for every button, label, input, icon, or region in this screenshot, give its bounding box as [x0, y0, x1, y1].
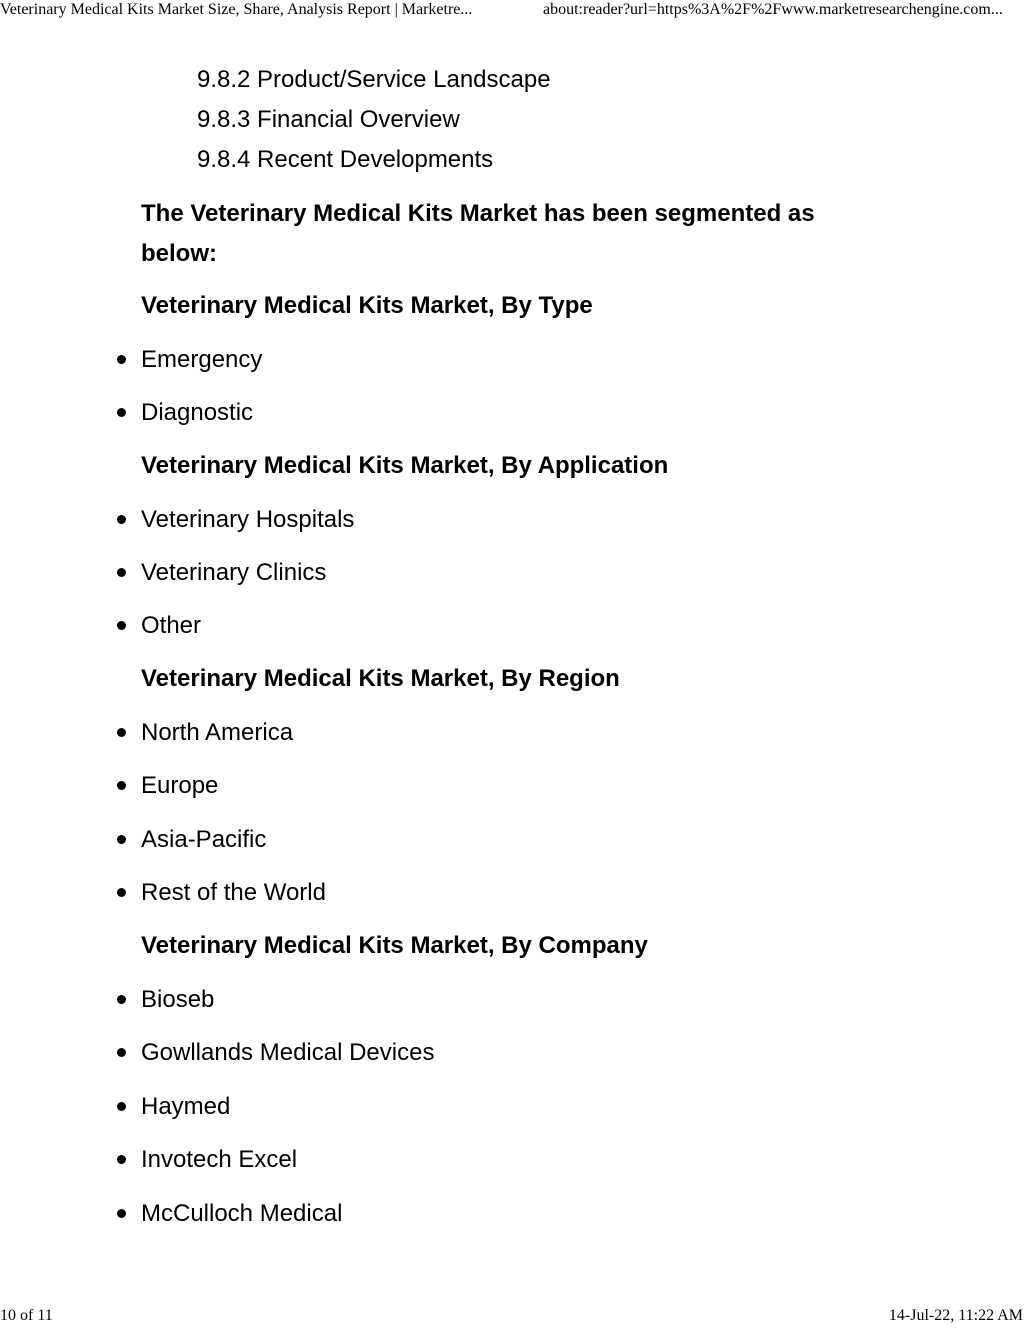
bullet-icon: [117, 995, 126, 1004]
bullet-icon: [117, 1102, 126, 1111]
list-item: Haymed: [141, 1093, 230, 1121]
print-url: about:reader?url=https%3A%2F%2Fwww.marketresearchengine.com...: [543, 1, 1003, 18]
list-item: Veterinary Hospitals: [141, 506, 354, 534]
list-item: North America: [141, 719, 293, 747]
list-item: Asia-Pacific: [141, 826, 266, 854]
bullet-icon: [117, 781, 126, 790]
bullet-icon: [117, 835, 126, 844]
list-item: Gowllands Medical Devices: [141, 1039, 434, 1067]
page-number: 10 of 11: [0, 1307, 53, 1324]
list-item: Diagnostic: [141, 399, 253, 427]
list-item: Invotech Excel: [141, 1146, 297, 1174]
toc-item: 9.8.4 Recent Developments: [197, 146, 494, 173]
bullet-icon: [117, 1209, 126, 1218]
toc-item: 9.8.3 Financial Overview: [197, 106, 460, 133]
list-item: Veterinary Clinics: [141, 559, 326, 587]
segmentation-intro-heading: The Veterinary Medical Kits Market has been segmented as below:: [141, 200, 815, 267]
bullet-icon: [117, 728, 126, 737]
list-item: Bioseb: [141, 986, 214, 1014]
print-page-title: Veterinary Medical Kits Market Size, Share, Analysis Report | Marketre...: [0, 1, 473, 18]
bullet-icon: [117, 515, 126, 524]
print-timestamp: 14-Jul-22, 11:22 AM: [888, 1307, 1023, 1324]
bullet-icon: [117, 621, 126, 630]
bullet-icon: [117, 355, 126, 364]
bullet-icon: [117, 408, 126, 417]
list-item: Other: [141, 612, 201, 640]
print-header: [0, 0, 1024, 22]
list-item: Rest of the World: [141, 879, 326, 907]
bullet-icon: [117, 888, 126, 897]
bullet-icon: [117, 1155, 126, 1164]
list-item: Emergency: [141, 346, 262, 374]
bullet-icon: [117, 1048, 126, 1057]
segment-heading-type: Veterinary Medical Kits Market, By Type: [141, 292, 593, 319]
toc-item: 9.8.2 Product/Service Landscape: [197, 66, 551, 93]
list-item: McCulloch Medical: [141, 1200, 342, 1228]
bullet-icon: [117, 568, 126, 577]
list-item: Europe: [141, 772, 218, 800]
segment-heading-region: Veterinary Medical Kits Market, By Region: [141, 665, 620, 692]
segment-heading-application: Veterinary Medical Kits Market, By Application: [141, 452, 669, 479]
segment-heading-company: Veterinary Medical Kits Market, By Company: [141, 932, 648, 959]
